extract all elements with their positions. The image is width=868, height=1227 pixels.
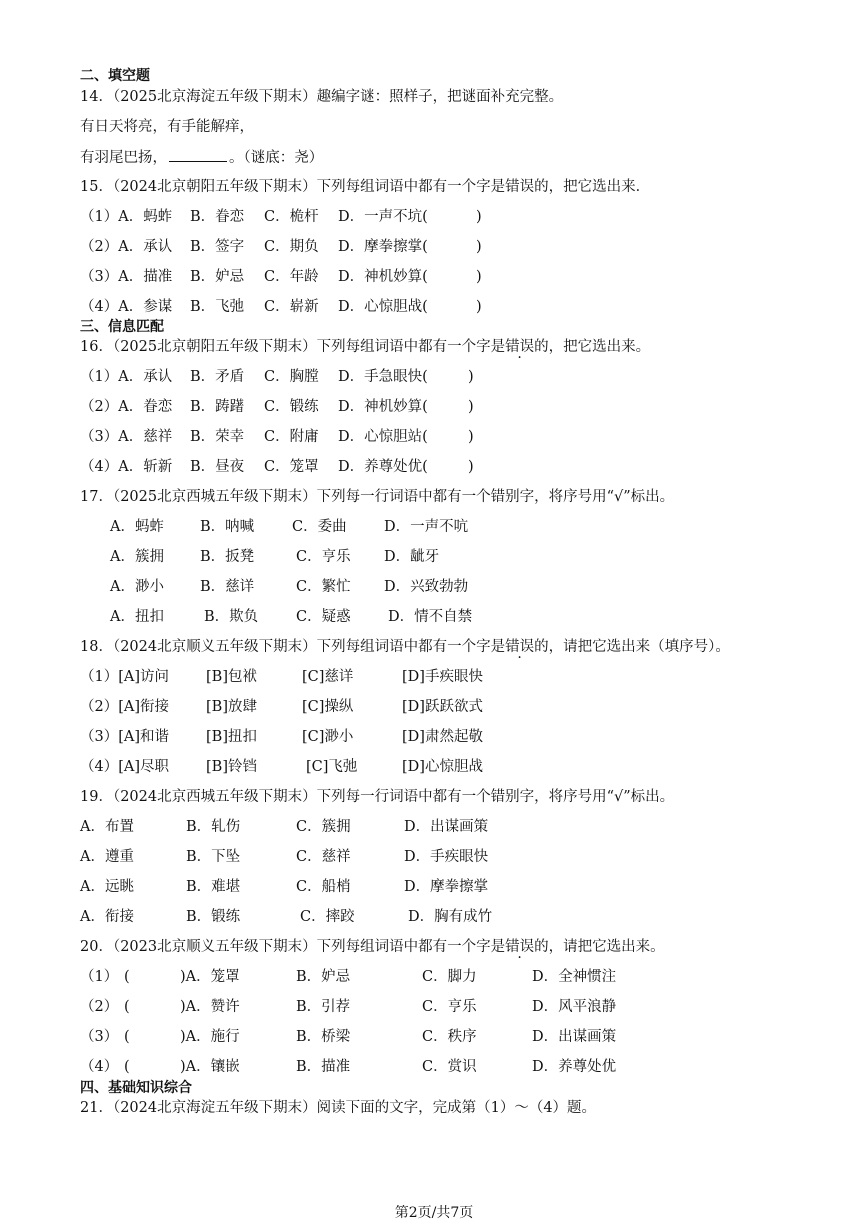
- q20-row4-b: B．描准: [296, 1059, 351, 1075]
- q18-row2-d[interactable]: [D]跃跃欲式: [402, 699, 483, 715]
- q20-row4-paren[interactable]: (: [124, 1059, 130, 1075]
- q15-row2-paren[interactable]: ): [476, 239, 482, 255]
- q19-row2-c[interactable]: C．慈祥: [296, 849, 351, 865]
- q19-row3-c[interactable]: C．船梢: [296, 879, 351, 895]
- q16-row1-d: D．手急眼快(: [338, 369, 428, 385]
- q17-row3-b[interactable]: B．慈详: [200, 579, 255, 595]
- section-heading-comprehensive: 四、基础知识综合: [80, 1080, 192, 1096]
- q20-row2-d: D．风平浪静: [532, 999, 617, 1015]
- q19-row4-d[interactable]: D．胸有成竹: [408, 909, 493, 925]
- q20-row1-paren[interactable]: (: [124, 969, 130, 985]
- q16-stem: [80, 337, 650, 357]
- q14-riddle-line1: 有日天将亮，有手能解痒，: [80, 119, 254, 135]
- q19-row3-a[interactable]: A．远眺: [80, 879, 134, 895]
- q20-row1-num: （1）: [80, 969, 119, 985]
- q20-row2-paren[interactable]: (: [124, 999, 130, 1015]
- q20-row4-d: D．养尊处优: [532, 1059, 617, 1075]
- q18-stem: [80, 637, 730, 657]
- q16-stem-b: 的，把它选出来。: [534, 339, 651, 355]
- q17-row1-d[interactable]: D．一声不吭: [384, 519, 469, 535]
- q20-row1-d: D．全神惯注: [532, 969, 617, 985]
- q20-row2-b: B．引荐: [296, 999, 351, 1015]
- q17-row4-b[interactable]: B．欺负: [204, 609, 259, 625]
- q18-row1-c[interactable]: [C]慈详: [302, 669, 354, 685]
- q15-row1-d: D．一声不坑(: [338, 209, 428, 225]
- q14-answer-blank[interactable]: [169, 147, 227, 162]
- q15-row2-b: B．签字: [190, 239, 245, 255]
- q20-row3-b: B．桥梁: [296, 1029, 351, 1045]
- q16-row1-c: C．胸膛: [264, 369, 319, 385]
- q18-row4-b[interactable]: [B]铃铛: [206, 759, 257, 775]
- q17-row1-b[interactable]: B．呐喊: [200, 519, 255, 535]
- q18-stem-b: 的，请把它选出来（填序号）。: [534, 639, 730, 655]
- q15-row4-paren[interactable]: ): [476, 299, 482, 315]
- q20-row1-b: B．妒忌: [296, 969, 351, 985]
- q19-row3-d[interactable]: D．摩拳擦掌: [404, 879, 489, 895]
- q15-row2-a: （2）A．承认: [80, 239, 173, 255]
- q19-row1-a[interactable]: A．布置: [80, 819, 134, 835]
- q20-row1-c: C．脚力: [422, 969, 477, 985]
- q20-row3-num: （3）: [80, 1029, 119, 1045]
- q16-row3-paren[interactable]: ): [468, 429, 474, 445]
- q19-stem: 19．（2024北京西城五年级下期末）下列每一行词语中都有一个错别字，将序号用“√”标出。: [80, 789, 675, 805]
- q16-row4-a: （4）A．斩新: [80, 459, 173, 475]
- q17-row2-b[interactable]: B．扳凳: [200, 549, 255, 565]
- q20-row4-num: （4）: [80, 1059, 119, 1075]
- q18-stem-emphasis: 错误: [505, 639, 535, 655]
- q16-row1-b: B．矛盾: [190, 369, 245, 385]
- q16-stem-a: 16．（2025北京朝阳五年级下期末）下列每组词语中都有一个字是: [80, 339, 506, 355]
- q17-row1-c[interactable]: C．委曲: [292, 519, 347, 535]
- q15-row3-b: B．妒忌: [190, 269, 245, 285]
- q19-row1-c[interactable]: C．簇拥: [296, 819, 351, 835]
- q16-row2-a: （2）A．眷恋: [80, 399, 173, 415]
- q18-row4-c[interactable]: [C]飞弛: [306, 759, 358, 775]
- q15-row2-d: D．摩拳擦掌(: [338, 239, 428, 255]
- q19-row2-d[interactable]: D．手疾眼快: [404, 849, 489, 865]
- q15-row4-a: （4）A．参谋: [80, 299, 173, 315]
- q15-row1-c: C．桅杆: [264, 209, 319, 225]
- q16-row4-paren[interactable]: ): [468, 459, 474, 475]
- q16-row3-b: B．荣幸: [190, 429, 245, 445]
- q20-stem-emphasis: 错误: [505, 939, 535, 955]
- q16-row3-c: C．附庸: [264, 429, 319, 445]
- q20-row3-c: C．秩序: [422, 1029, 477, 1045]
- q19-row1-d[interactable]: D．出谋画策: [404, 819, 489, 835]
- q18-stem-a: 18．（2024北京顺义五年级下期末）下列每组词语中都有一个字是: [80, 639, 506, 655]
- q15-stem: 15．（2024北京朝阳五年级下期末）下列每组词语中都有一个字是错误的，把它选出来．: [80, 179, 651, 195]
- q18-row1-b[interactable]: [B]包袱: [206, 669, 257, 685]
- q20-row2-a: )A．赞许: [180, 999, 240, 1015]
- q19-row2-a[interactable]: A．遵重: [80, 849, 134, 865]
- q17-row2-a[interactable]: A．簇拥: [110, 549, 164, 565]
- q16-row3-d: D．心惊胆站(: [338, 429, 428, 445]
- q20-row3-d: D．出谋画策: [532, 1029, 617, 1045]
- q20-row4-a: )A．镶嵌: [180, 1059, 240, 1075]
- q18-row4-a[interactable]: （4）[A]尽职: [80, 759, 170, 775]
- q14-line2-prefix: 有羽尾巴扬，: [80, 150, 167, 166]
- q20-stem-a: 20．（2023北京顺义五年级下期末）下列每组词语中都有一个字是: [80, 939, 506, 955]
- q20-row2-num: （2）: [80, 999, 119, 1015]
- q15-row2-c: C．期负: [264, 239, 319, 255]
- q16-row2-d: D．神机妙算(: [338, 399, 428, 415]
- q19-row3-b[interactable]: B．难堪: [186, 879, 241, 895]
- q18-row3-c[interactable]: [C]渺小: [302, 729, 354, 745]
- q20-row3-a: )A．施行: [180, 1029, 240, 1045]
- q17-row3-a[interactable]: A．渺小: [110, 579, 164, 595]
- q16-row2-paren[interactable]: ): [468, 399, 474, 415]
- q19-row2-b[interactable]: B．下坠: [186, 849, 241, 865]
- q15-row4-b: B．飞弛: [190, 299, 245, 315]
- q16-row2-c: C．锻练: [264, 399, 319, 415]
- q14-riddle-line2: [80, 147, 323, 168]
- q19-row1-b[interactable]: B．轧伤: [186, 819, 241, 835]
- q19-row4-c[interactable]: C．摔跤: [300, 909, 355, 925]
- q20-row2-c: C．亨乐: [422, 999, 477, 1015]
- q19-row4-b[interactable]: B．锻练: [186, 909, 241, 925]
- q17-row4-c[interactable]: C．疑惑: [296, 609, 351, 625]
- q17-row4-a[interactable]: A．扭扣: [110, 609, 164, 625]
- q17-row2-d[interactable]: D．龇牙: [384, 549, 440, 565]
- q18-row2-b[interactable]: [B]放肆: [206, 699, 257, 715]
- q16-row4-c: C．笼罩: [264, 459, 319, 475]
- q14-stem: 14．（2025北京海淀五年级下期末）趣编字谜：照样子，把谜面补充完整。: [80, 89, 564, 105]
- q17-row2-c[interactable]: C．亨乐: [296, 549, 351, 565]
- q15-row1-b: B．眷恋: [190, 209, 245, 225]
- q15-row4-d: D．心惊胆战(: [338, 299, 428, 315]
- q21-stem: 21．（2024北京海淀五年级下期末）阅读下面的文字，完成第（1）～（4）题。: [80, 1100, 597, 1116]
- q15-row4-c: C．崭新: [264, 299, 319, 315]
- section-heading-matching: 三、信息匹配: [80, 319, 164, 335]
- q16-row1-paren[interactable]: ): [468, 369, 474, 385]
- q14-line2-suffix: 。（谜底：尧）: [229, 150, 324, 166]
- q16-row4-b: B．昼夜: [190, 459, 245, 475]
- q18-row2-c[interactable]: [C]操纵: [302, 699, 354, 715]
- q17-stem: 17．（2025北京西城五年级下期末）下列每一行词语中都有一个错别字，将序号用“√”标出。: [80, 489, 675, 505]
- q16-row3-a: （3）A．慈祥: [80, 429, 173, 445]
- q15-row1-a: （1）A．蚂蚱: [80, 209, 173, 225]
- q17-row3-d[interactable]: D．兴致勃勃: [384, 579, 469, 595]
- q19-row4-a[interactable]: A．衔接: [80, 909, 134, 925]
- q16-row2-b: B．踌躇: [190, 399, 245, 415]
- q20-row1-a: )A．笼罩: [180, 969, 240, 985]
- q18-row3-d[interactable]: [D]肃然起敬: [402, 729, 483, 745]
- q15-row1-paren[interactable]: ): [476, 209, 482, 225]
- page-footer: 第2页/共7页: [394, 1205, 474, 1221]
- q18-row3-a[interactable]: （3）[A]和谐: [80, 729, 170, 745]
- q16-row4-d: D．养尊处优(: [338, 459, 428, 475]
- q20-row3-paren[interactable]: (: [124, 1029, 130, 1045]
- q15-row3-a: （3）A．描准: [80, 269, 173, 285]
- q18-row1-a[interactable]: （1）[A]访问: [80, 669, 170, 685]
- section-heading-fill-blank: 二、填空题: [80, 68, 150, 84]
- q16-row1-a: （1）A．承认: [80, 369, 173, 385]
- q17-row1-a[interactable]: A．蚂蚱: [110, 519, 164, 535]
- q18-row2-a[interactable]: （2）[A]衔接: [80, 699, 170, 715]
- q15-row3-d: D．神机妙算(: [338, 269, 428, 285]
- q18-row1-d[interactable]: [D]手疾眼快: [402, 669, 483, 685]
- q16-stem-emphasis: 错误: [505, 339, 535, 355]
- q18-row4-d[interactable]: [D]心惊胆战: [402, 759, 483, 775]
- q18-row3-b[interactable]: [B]扭扣: [206, 729, 257, 745]
- q20-stem-b: 的，请把它选出来。: [534, 939, 665, 955]
- q20-row4-c: C．赏识: [422, 1059, 477, 1075]
- q20-stem: [80, 937, 665, 957]
- q15-row3-c: C．年龄: [264, 269, 319, 285]
- q17-row3-c[interactable]: C．繁忙: [296, 579, 351, 595]
- q17-row4-d[interactable]: D．情不自禁: [388, 609, 473, 625]
- q15-row3-paren[interactable]: ): [476, 269, 482, 285]
